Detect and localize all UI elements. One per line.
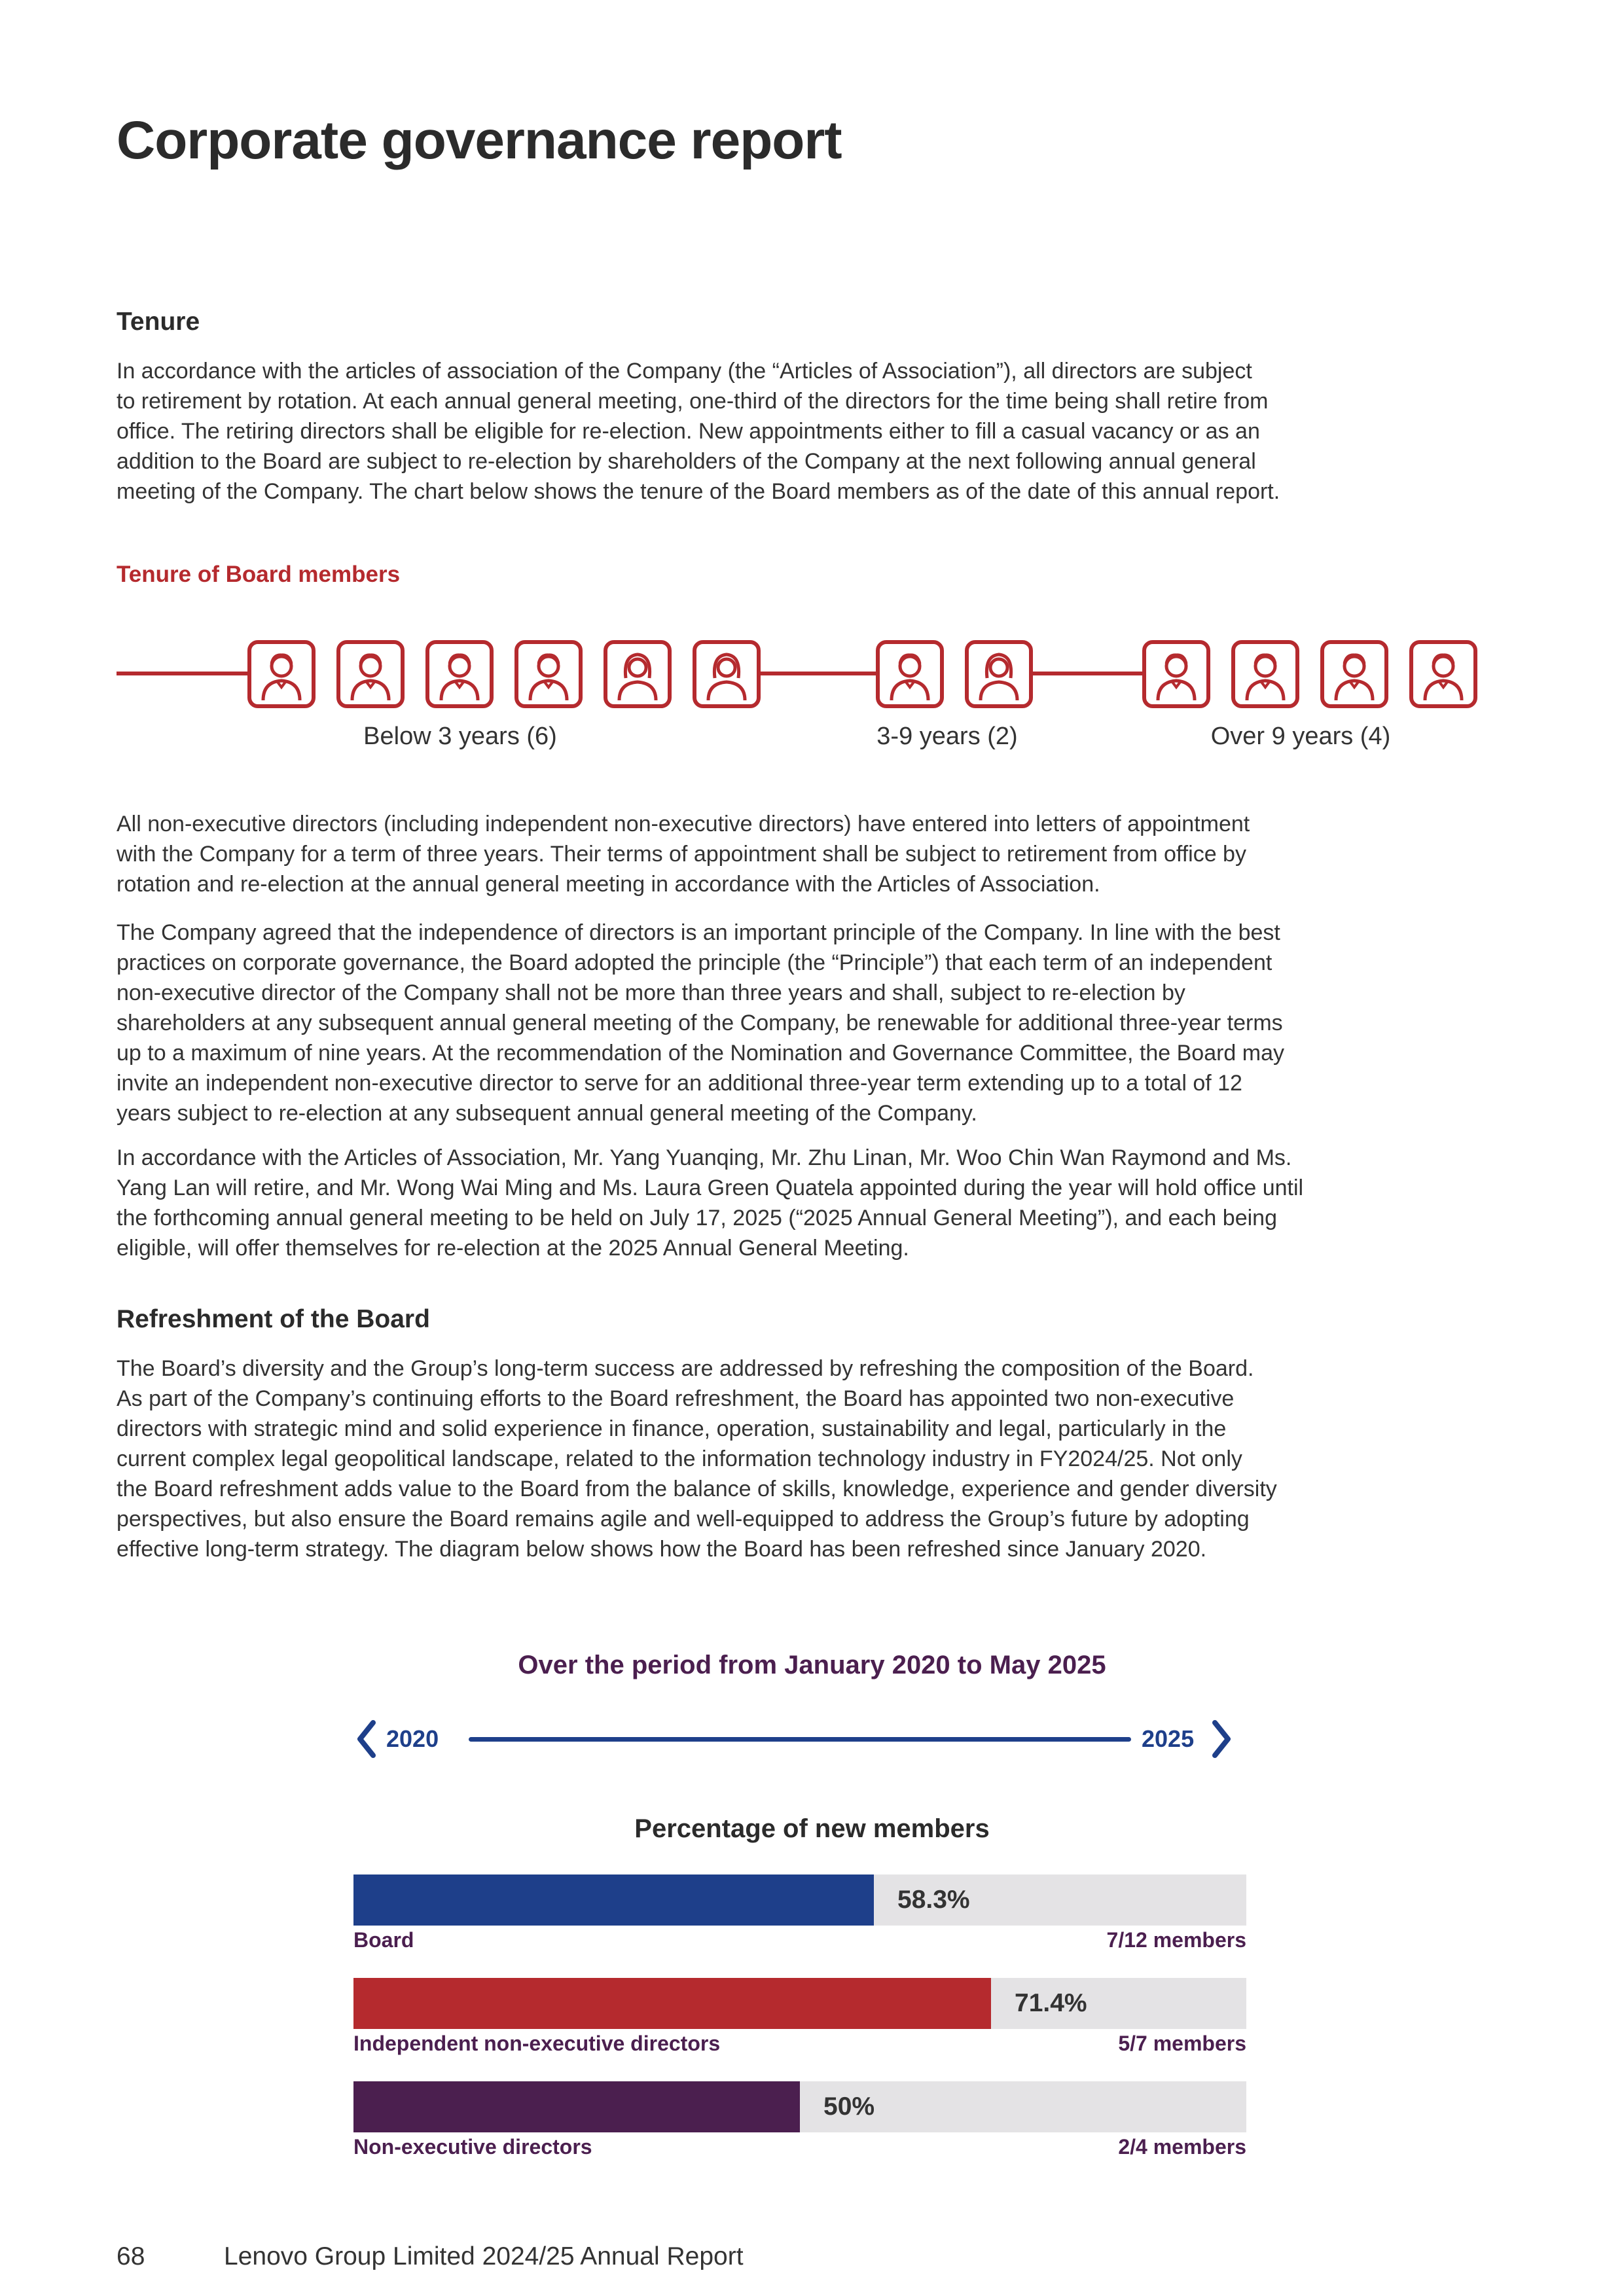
timeline-line	[469, 1737, 1131, 1742]
tenure-group-label: 3-9 years (2)	[876, 723, 1018, 750]
bar-track-ned	[353, 2081, 1246, 2132]
bar-value-board: 58.3%	[897, 1886, 970, 1914]
page-title: Corporate governance report	[117, 111, 842, 170]
director-box	[876, 640, 944, 708]
bar-track-board	[353, 1874, 1246, 1926]
timeline-end-year: 2025	[1142, 1725, 1195, 1752]
male-director-icon	[429, 644, 490, 704]
independence-paragraph	[117, 918, 1478, 1128]
bar-track-ined	[353, 1978, 1246, 2029]
chevron-right-icon	[1208, 1719, 1235, 1759]
appointment-paragraph	[117, 809, 1478, 899]
tenure-chart-title: Tenure of Board members	[117, 562, 401, 587]
paragraph-line: As part of the Company’s continuing efforts to the Board refreshment, the Board has appointed two non-executive	[117, 1386, 1235, 1411]
female-director-icon	[969, 644, 1029, 704]
paragraph-line: office. The retiring directors shall be eligible for re-election. New appointments either to fill a casual vacancy or as an	[117, 419, 1260, 444]
paragraph-line: years subject to re-election at any subsequent annual general meeting of the Company.	[117, 1101, 977, 1126]
paragraph-line: addition to the Board are subject to re-election by shareholders of the Company at the next following annual general	[117, 449, 1256, 474]
refreshment-heading: Refreshment of the Board	[117, 1305, 430, 1333]
tenure-paragraph	[117, 356, 1478, 507]
paragraph-line: shareholders at any subsequent annual general meeting of the Company, be renewable for additional three-year terms	[117, 1011, 1283, 1035]
paragraph-line: Yang Lan will retire, and Mr. Wong Wai Ming and Ms. Laura Green Quatela appointed during the year will hold office until	[117, 1175, 1304, 1200]
male-director-icon	[340, 644, 401, 704]
re-election-paragraph	[117, 1143, 1478, 1263]
male-director-icon	[880, 644, 940, 704]
paragraph-line: The Company agreed that the independence of directors is an important principle of the Company. In line with the best	[117, 920, 1280, 945]
bar-label-ned: Non-executive directors	[353, 2135, 592, 2159]
chevron-left-icon	[353, 1719, 380, 1759]
paragraph-line: The Board’s diversity and the Group’s long-term success are addressed by refreshing the composition of the Board.	[117, 1356, 1254, 1381]
male-director-icon	[1324, 644, 1384, 704]
paragraph-line: the forthcoming annual general meeting to be held on July 17, 2025 (“2025 Annual General Meeting”), and each being	[117, 1206, 1277, 1230]
bar-count-ined: 5/7 members	[1118, 2032, 1246, 2055]
paragraph-line: effective long-term strategy. The diagram below shows how the Board has been refreshed since January 2020.	[117, 1537, 1207, 1562]
paragraph-line: with the Company for a term of three years. Their terms of appointment shall be subject to retirement from office by	[117, 842, 1246, 867]
director-box	[247, 640, 316, 708]
refreshment-paragraph	[117, 1354, 1478, 1564]
paragraph-line: to retirement by rotation. At each annual general meeting, one-third of the directors for the time being shall retire from	[117, 389, 1269, 414]
tenure-group-label: Over 9 years (4)	[1210, 723, 1391, 750]
female-director-icon	[607, 644, 668, 704]
tenure-line	[1024, 672, 1142, 675]
bar-ined	[353, 1978, 991, 2029]
bar-label-ined: Independent non-executive directors	[353, 2032, 721, 2055]
tenure-line	[117, 672, 247, 675]
paragraph-line: perspectives, but also ensure the Board remains agile and well-equipped to address the Group’s future by adopting	[117, 1507, 1250, 1532]
bar-board	[353, 1874, 874, 1926]
page-number: 68	[117, 2242, 145, 2270]
tenure-line	[758, 672, 876, 675]
bar-count-ned: 2/4 members	[1118, 2135, 1246, 2159]
director-box	[1231, 640, 1299, 708]
director-box	[514, 640, 583, 708]
tenure-group-label: Below 3 years (6)	[363, 723, 557, 750]
director-box	[965, 640, 1033, 708]
paragraph-line: All non-executive directors (including independent non-executive directors) have entered into letters of appointment	[117, 812, 1250, 836]
paragraph-line: practices on corporate governance, the Board adopted the principle (the “Principle”) that each term of an independent	[117, 950, 1272, 975]
director-box	[1320, 640, 1388, 708]
tenure-heading: Tenure	[117, 308, 200, 336]
paragraph-line: directors with strategic mind and solid experience in finance, operation, sustainability and legal, particularly in the	[117, 1416, 1227, 1441]
director-box	[693, 640, 761, 708]
paragraph-line: invite an independent non-executive director to serve for an additional three-year term extending up to a total of 12	[117, 1071, 1242, 1096]
timeline-start-year: 2020	[386, 1725, 439, 1752]
male-director-icon	[1235, 644, 1295, 704]
director-box	[604, 640, 672, 708]
director-box	[1142, 640, 1210, 708]
bar-count-board: 7/12 members	[1106, 1928, 1246, 1952]
director-box	[1409, 640, 1477, 708]
bar-value-ined: 71.4%	[1015, 1989, 1087, 2017]
bar-value-ned: 50%	[823, 2092, 875, 2121]
paragraph-line: rotation and re-election at the annual general meeting in accordance with the Articles of Association.	[117, 872, 1100, 897]
paragraph-line: In accordance with the Articles of Association, Mr. Yang Yuanqing, Mr. Zhu Linan, Mr. Woo Chin Wan Raymond and Ms.	[117, 1145, 1292, 1170]
chart-title: Percentage of new members	[634, 1814, 990, 1843]
paragraph-line: eligible, will offer themselves for re-election at the 2025 Annual General Meeting.	[117, 1236, 909, 1261]
paragraph-line: the Board refreshment adds value to the Board from the balance of skills, knowledge, experience and gender diversity	[117, 1477, 1277, 1501]
paragraph-line: meeting of the Company. The chart below shows the tenure of the Board members as of the date of this annual report.	[117, 479, 1280, 504]
footer-report-title: Lenovo Group Limited 2024/25 Annual Report	[224, 2242, 744, 2270]
paragraph-line: up to a maximum of nine years. At the recommendation of the Nomination and Governance Committee, the Board may	[117, 1041, 1285, 1066]
bar-ned	[353, 2081, 800, 2132]
male-director-icon	[518, 644, 579, 704]
director-box	[336, 640, 405, 708]
period-title: Over the period from January 2020 to May 2025	[518, 1651, 1106, 1679]
female-director-icon	[696, 644, 757, 704]
director-box	[425, 640, 494, 708]
paragraph-line: In accordance with the articles of association of the Company (the “Articles of Association”), all directors are subject	[117, 359, 1252, 384]
paragraph-line: current complex legal geopolitical landscape, related to the information technology industry in FY2024/25. Not only	[117, 1446, 1242, 1471]
male-director-icon	[1146, 644, 1206, 704]
male-director-icon	[1413, 644, 1473, 704]
male-director-icon	[251, 644, 312, 704]
bar-label-board: Board	[353, 1928, 414, 1952]
paragraph-line: non-executive director of the Company shall not be more than three years and shall, subject to re-election by	[117, 980, 1185, 1005]
